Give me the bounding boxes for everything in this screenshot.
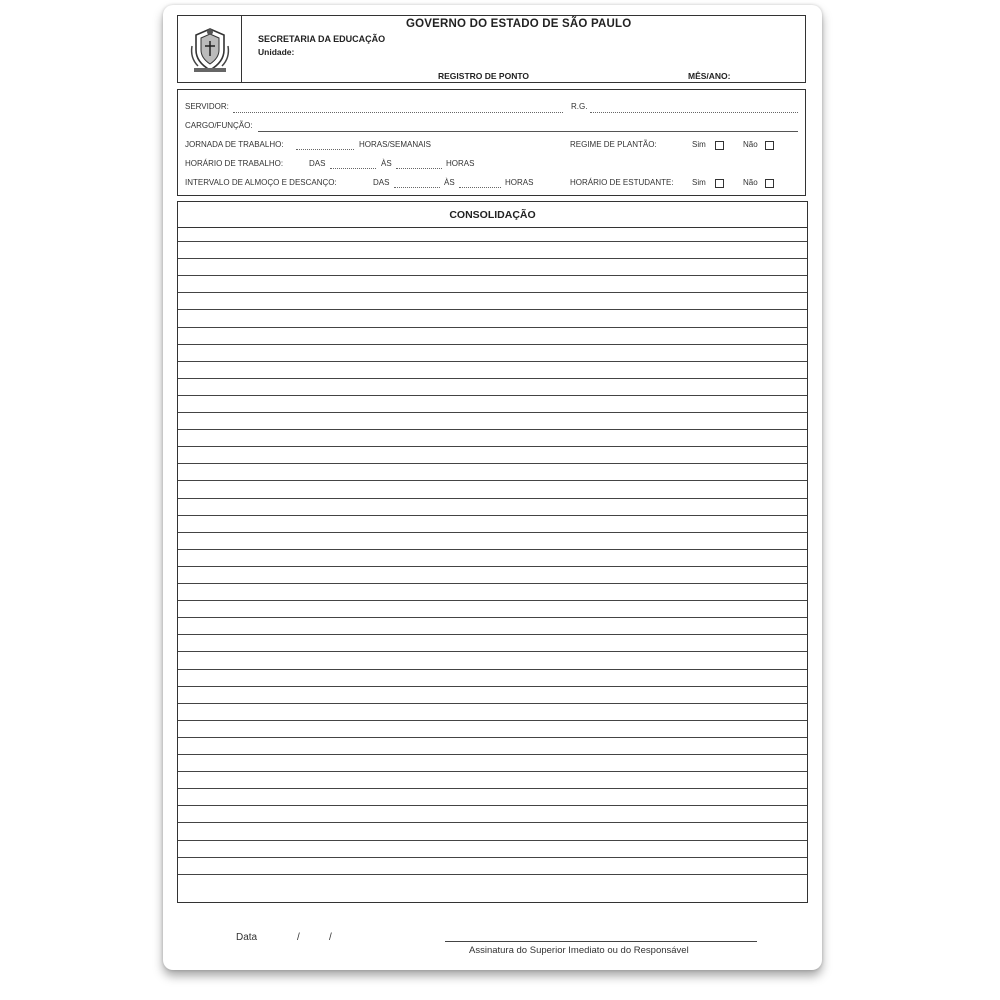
ruled-line xyxy=(178,549,807,550)
ruled-line xyxy=(178,412,807,413)
month-year-label: MÊS/ANO: xyxy=(688,71,731,81)
ruled-line xyxy=(178,840,807,841)
intervalo-as-label: ÀS xyxy=(444,178,455,187)
register-label: REGISTRO DE PONTO xyxy=(438,71,529,81)
ruled-line xyxy=(178,498,807,499)
state-crest-icon xyxy=(188,26,232,74)
consolidation-section xyxy=(177,201,808,903)
regime-sim-label: Sim xyxy=(692,140,706,149)
jornada-field[interactable] xyxy=(296,149,354,150)
ruled-line xyxy=(178,686,807,687)
regime-nao-label: Não xyxy=(743,140,758,149)
intervalo-horas-label: HORAS xyxy=(505,178,534,187)
horario-horas-label: HORAS xyxy=(446,159,475,168)
ruled-line xyxy=(178,651,807,652)
estudante-label: HORÁRIO DE ESTUDANTE: xyxy=(570,178,674,187)
ruled-line xyxy=(178,737,807,738)
ruled-line xyxy=(178,771,807,772)
department-name: SECRETARIA DA EDUCAÇÃO xyxy=(258,34,386,44)
horario-as-field[interactable] xyxy=(396,168,442,169)
crest-cell xyxy=(178,16,242,82)
ruled-line xyxy=(178,395,807,396)
date-slash-second: / xyxy=(329,932,332,943)
ruled-line xyxy=(178,515,807,516)
ruled-line xyxy=(178,241,807,242)
ruled-line xyxy=(178,617,807,618)
rg-label: R.G. xyxy=(571,102,588,111)
ruled-line xyxy=(178,258,807,259)
ruled-line xyxy=(178,669,807,670)
ruled-line xyxy=(178,378,807,379)
regime-sim-checkbox[interactable] xyxy=(715,141,724,150)
regime-label: REGIME DE PLANTÃO: xyxy=(570,140,657,149)
date-label: Data xyxy=(236,932,258,943)
ruled-line xyxy=(178,566,807,567)
estudante-sim-label: Sim xyxy=(692,178,706,187)
unit-label: Unidade: xyxy=(258,47,295,57)
signature-line[interactable] xyxy=(445,941,757,942)
ruled-line xyxy=(178,463,807,464)
intervalo-das-label: DAS xyxy=(373,178,390,187)
jornada-label: JORNADA DE TRABALHO: xyxy=(185,140,284,149)
ruled-line xyxy=(178,480,807,481)
date-slash-first: / xyxy=(297,932,300,943)
consolidation-title: CONSOLIDAÇÃO xyxy=(178,202,807,228)
rg-field[interactable] xyxy=(590,112,798,113)
ruled-line xyxy=(178,720,807,721)
regime-nao-checkbox[interactable] xyxy=(765,141,774,150)
intervalo-label: INTERVALO DE ALMOÇO E DESCANÇO: xyxy=(185,178,337,187)
ruled-line xyxy=(178,634,807,635)
ruled-line xyxy=(178,446,807,447)
signature-label: Assinatura do Superior Imediato ou do Responsável xyxy=(469,945,689,956)
horario-das-label: DAS xyxy=(309,159,326,168)
ruled-line xyxy=(178,327,807,328)
horario-as-label: ÀS xyxy=(381,159,392,168)
horas-semanais-label: HORAS/SEMANAIS xyxy=(359,140,432,149)
ruled-line xyxy=(178,874,807,875)
servidor-field[interactable] xyxy=(233,112,563,113)
ruled-line xyxy=(178,429,807,430)
ruled-line xyxy=(178,275,807,276)
servidor-label: SERVIDOR: xyxy=(185,102,229,111)
ruled-line xyxy=(178,822,807,823)
ruled-line xyxy=(178,754,807,755)
ruled-line xyxy=(178,361,807,362)
cargo-field[interactable] xyxy=(258,131,798,132)
ruled-line xyxy=(178,805,807,806)
intervalo-as-field[interactable] xyxy=(459,187,501,188)
employee-info-section xyxy=(177,89,806,196)
horario-das-field[interactable] xyxy=(330,168,376,169)
estudante-nao-checkbox[interactable] xyxy=(765,179,774,188)
cargo-label: CARGO/FUNÇÃO: xyxy=(185,121,253,130)
form-sheet xyxy=(163,5,822,970)
ruled-line xyxy=(178,788,807,789)
ruled-line xyxy=(178,309,807,310)
ruled-line xyxy=(178,857,807,858)
ruled-line xyxy=(178,292,807,293)
ruled-line xyxy=(178,703,807,704)
intervalo-das-field[interactable] xyxy=(394,187,440,188)
form-title: GOVERNO DO ESTADO DE SÃO PAULO xyxy=(406,18,632,30)
ruled-line xyxy=(178,600,807,601)
estudante-sim-checkbox[interactable] xyxy=(715,179,724,188)
ruled-line xyxy=(178,583,807,584)
estudante-nao-label: Não xyxy=(743,178,758,187)
horario-label: HORÁRIO DE TRABALHO: xyxy=(185,159,284,168)
ruled-line xyxy=(178,344,807,345)
form-header xyxy=(177,15,806,83)
ruled-line xyxy=(178,532,807,533)
